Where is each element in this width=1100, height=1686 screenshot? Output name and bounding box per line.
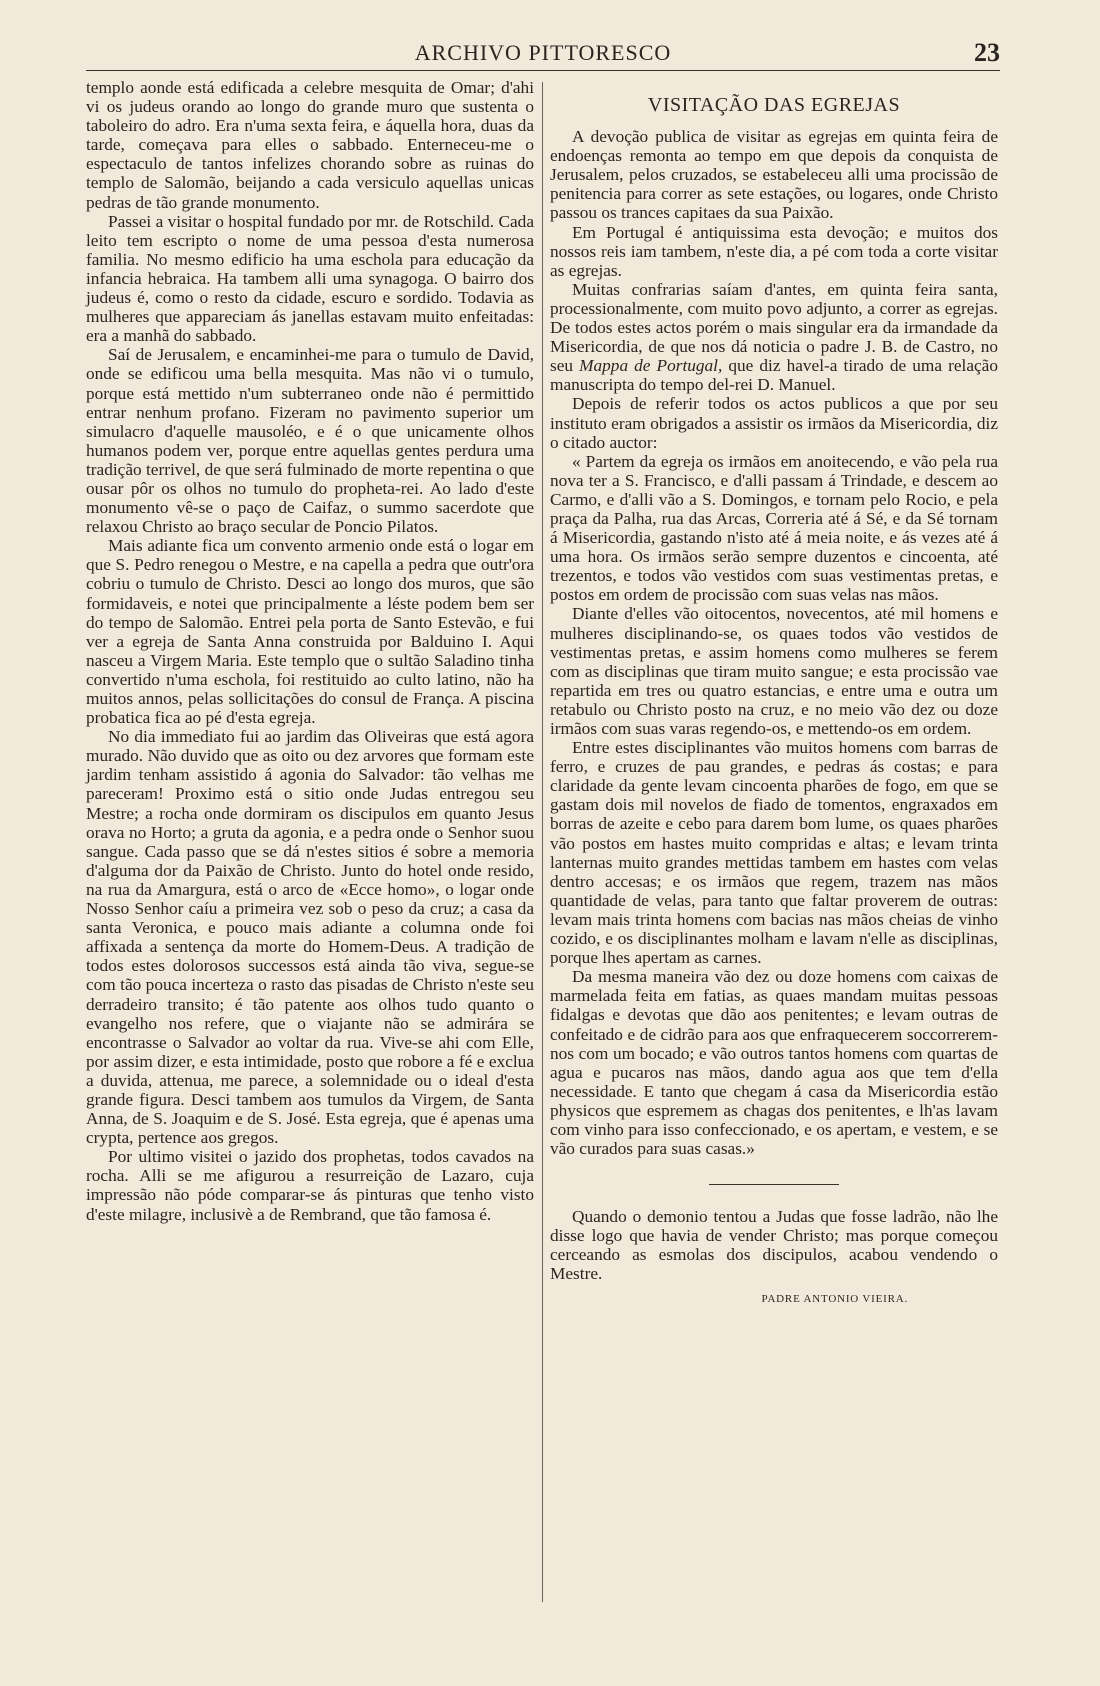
author-signature: PADRE ANTONIO VIEIRA. [761,1292,908,1305]
page-number: 23 [974,38,1000,67]
section-title: VISITAÇÃO DAS EGREJAS [647,94,901,116]
paragraph: Mais adiante fica um convento armenio onde está o logar em que S. Pedro renegou o Mestre, e na capella a pedra que outr'ora cobriu o tumulo de Christo. Desci ao longo dos muros, que são formidaveis, e notei que principalmente a léste podem bem ser do tempo de Salomão. Entrei pela porta de Santo Estevão, e fui ver a egreja de Santa Anna construida por Balduino I. Aqui nasceu a Virgem Maria. Este templo que o sultão Saladino tinha convertido n'uma eschola, foi restituido ao culto latino, não ha muitos annos, pelas sollicitações do consul de França. A piscina probatica fica ao pé d'esta egreja. [86,536,534,728]
book-title: Mappa de Portugal, [579,356,723,376]
paragraph: Em Portugal é antiquissima esta devoção; e muitos dos nossos reis iam tambem, n'este dia, a pé com toda a corte visitar as egrejas. [550,222,998,280]
column-divider [542,82,543,1602]
separator-rule [709,1184,839,1185]
paragraph: Passei a visitar o hospital fundado por mr. de Rotschild. Cada leito tem escripto o nome de uma pessoa d'esta numerosa familia. No mesmo edificio ha uma eschola para educação da infancia hebraica. Ha tambem alli uma synagoga. O bairro dos judeus é, como o resto da cidade, escuro e sordido. Todavia as mulheres que appareciam ás janellas estavam muito enfeitadas: era a manhã do sabbado. [86,211,534,346]
paragraph-tail: que diz havel-a tirado de uma relação manuscripta do tempo del-rei D. Manuel. [550,356,998,395]
paragraph: templo aonde está edificada a celebre mesquita de Omar; d'ahi vi os judeus orando ao longo do grande muro que sustenta o taboleiro do adro. Era n'uma sexta feira, e áquella hora, duas da tarde, começava para elles o sabbado. Enterneceu-me o espectaculo de tantos infelizes chorando sobre as ruinas do templo de Salomão, beijando a cada versiculo aquellas unicas pedras de tão grande monumento. [86,78,534,212]
paragraph-text: Muitas confrarias saíam d'antes, em quinta feira santa, processionalmente, com muito povo adjunto, a correr as egrejas. De todos estes actos porém o mais singular era da irmandade da Misericordia, de que nos dá noticia o padre J. B. de Castro, no seu [550,279,998,376]
page-header [86,40,1000,71]
paragraph: Saí de Jerusalem, e encaminhei-me para o tumulo de David, onde se edificou uma bella mesquita. Mas não vi o tumulo, porque está mettido n'um subterraneo onde não é permittido entrar nenhum profano. Fizeram no pavimento superior um simulacro d'aquelle mausoléo, e é o que unicamente olhos humanos podem ver, porque entre aquellas gentes perdura uma tradição terrivel, de que será fulminado de morte repentina o que ousar pôr os olhos no tumulo do propheta-rei. Ao lado d'este monumento vê-se o paço de Caifaz, o summo sacerdote que relaxou Christo ao braço secular de Poncio Pilatos. [86,345,534,537]
quoted-paragraph: « Partem da egreja os irmãos em anoitecendo, e vão pela rua nova ter a S. Francisco, e d'alli passam á Trindade, e descem ao Carmo, e d'alli vão a S. Domingos, e tornam pelo Rocio, e pela praça da Palha, rua das Arcas, Correria até á Sé, e da Sé tornam á Misericordia, gastando n'isto até á meia noite, e ás vezes até á uma hora. Os irmãos serão sempre duzentos e cincoenta, até trezentos, e todos vão vestidos com suas vestimentas pretas, e postos em ordem de procissão com suas velas nas mãos. [550,451,998,605]
paragraph: A devoção publica de visitar as egrejas em quinta feira de endoenças remonta ao tempo em que depois da conquista de Jerusalem, pelos cruzados, se estabeleceu alli uma procissão de penitencia para correr as sete estações, ou logares, onde Christo passou os trances capitaes da sua Paixão. [550,127,998,223]
paragraph: No dia immediato fui ao jardim das Oliveiras que está agora murado. Não duvido que as oito ou dez arvores que formam este jardim tenham assistido á agonia do Salvador: tão velhas me pareceram! Proximo está o sitio onde Judas entregou seu Mestre; a rocha onde dormiram os discipulos em quanto Jesus orava no Horto; a gruta da agonia, e a pedra onde o Senhor suou sangue. Cada passo que se dá n'estes sitios é sobre a memoria d'alguma dor da Paixão de Christo. Junto do hotel onde resido, na rua da Amargura, está o arco de «Ecce homo», o logar onde Nosso Senhor caíu a primeira vez sob o peso da cruz; a casa da santa Veronica, e pouco mais adiante a columna onde foi affixada a sentença da morte do Homem-Deus. A tradição de todos estes dolorosos successos está ainda tão viva, segue-se com tão pouca incerteza o rasto das pisadas de Christo n'este seu derradeiro transito; é tão patente aos olhos tudo quanto o evangelho nos refere, que o viajante não se admirára se encontrasse o Salvador ao voltar da rua. Vive-se ahi com Elle, por assim dizer, e esta intimidade, posto que robore a fé e exclua a duvida, attenua, me parece, a solemnidade ou o ideal d'esta grande figura. Desci tambem aos tumulos da Virgem, de Santa Anna, de S. Joaquim e de S. José. Esta egreja, que é apenas uma crypta, pertence aos gregos. [86,727,534,1148]
paragraph-with-citation [550,280,998,395]
quoted-paragraph: Entre estes disciplinantes vão muitos homens com barras de ferro, e cruzes de pau grandes, e pedras ás costas; e para claridade da gente levam cincoenta pharões de fogo, em que se gastam dois mil novelos de fiado de tomentos, engraxados em borras de azeite e cebo para darem bom lume, os quaes pharões vão postos em hastes muito compridas e altas; e levam trinta lanternas muito grandes mettidas tambem em hastes com velas dentro accesas; e os irmãos que regem, trazem nas mãos quantidade de velas, para tanto que faltar proverem de outras: levam mais trinta homens com bacias nas mãos cheias de vinho cozido, e os disciplinantes molham e lavam n'elle as disciplinas, porque lhes apertam as carnes. [550,738,998,968]
right-column [550,78,998,1309]
left-column [86,78,534,1224]
quoted-paragraph: Da mesma maneira vão dez ou doze homens com caixas de marmelada feita em fatias, as quaes mandam muitas pessoas fidalgas e devotas que dão aos penitentes; e levam outras de confeitado e de cidrão para aos que enfraquecerem soccorrerem-nos com um bocado; e vão outros tantos homens com quartas de agua e pucaros nas mãos, dando agua aos que tem d'ella necessidade. E tanto que chegam á casa da Misericordia estão physicos que espremem as chagas dos penitentes, e lh'as lavam com vinho para isso confeccionado, e os apertam, e vestem, e se vão curados para suas casas.» [550,967,998,1159]
paragraph: Por ultimo visitei o jazido dos prophetas, todos cavados na rocha. Alli se me afigurou a resurreição de Lazaro, cuja impressão não póde comparar-se ás pinturas que tenho visto d'este milagre, inclusivè a de Rembrand, que tão famosa é. [86,1147,534,1224]
journal-title: ARCHIVO PITTORESCO [414,40,672,65]
quoted-paragraph: Diante d'elles vão oitocentos, novecentos, até mil homens e mulheres disciplinando-se, os quaes todos vão vestidos de vestimentas pretas, e assim homens como mulheres se ferem com as disciplinas que tiram muito sangue; e esta procissão vae repartida em tres ou quatro estancias, e entre uma e outra um retabulo ou Christo posto na cruz, e no meio vão dez ou doze irmãos com suas varas regendo-os, e mettendo-os em ordem. [550,604,998,738]
paragraph: Depois de referir todos os actos publicos a que por seu instituto eram obrigados a assistir os irmãos da Misericordia, diz o citado auctor: [550,394,998,452]
epigraph: Quando o demonio tentou a Judas que fosse ladrão, não lhe disse logo que havia de vender Christo; mas porque começou cerceando as esmolas dos discipulos, acabou vendendo o Mestre. [550,1207,998,1284]
